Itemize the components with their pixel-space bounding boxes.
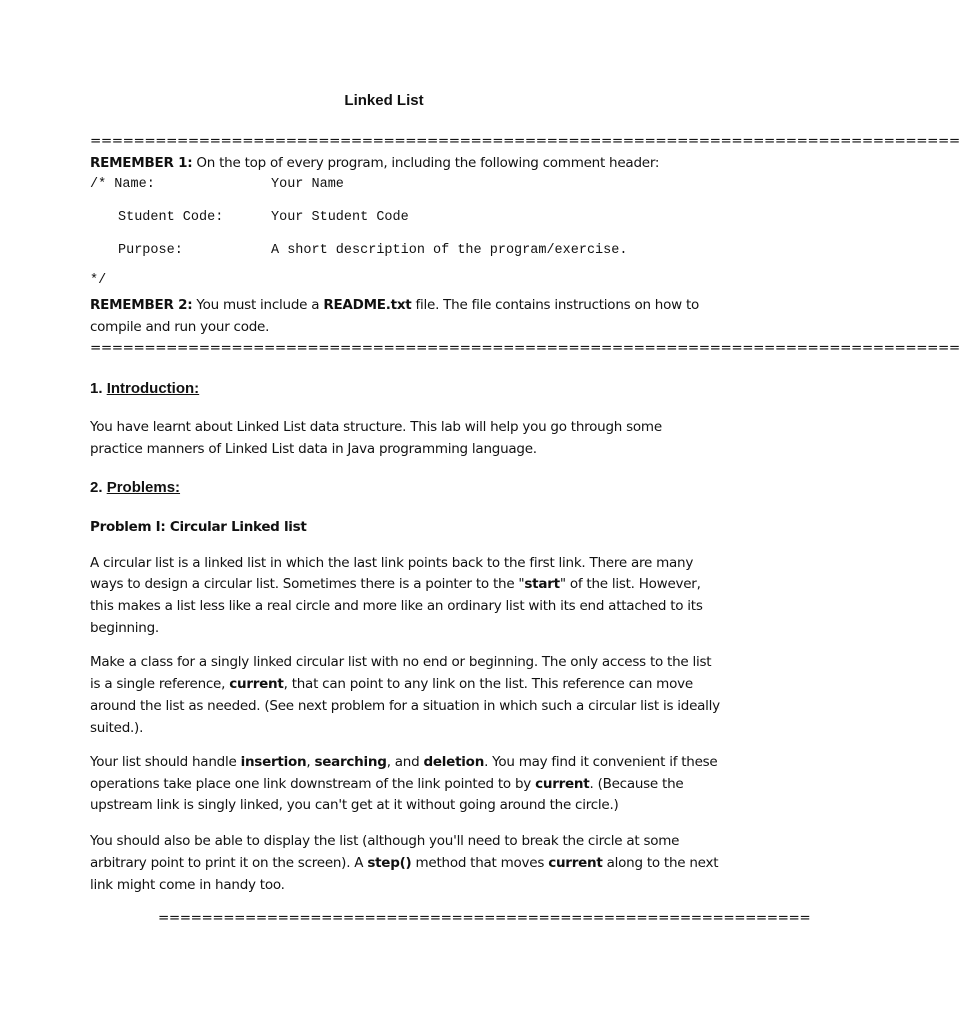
p4-line-3: link might come in handy too. [90,877,285,893]
p3-line-1 [90,754,718,770]
p3-line-1-a: Your list should handle [90,754,241,770]
section-1-title: Introduction: [106,380,200,397]
p4-line-1: You should also be able to display the list (although you'll need to break the circle at some [90,833,680,849]
p4-line-2-a: arbitrary point to print it on the screen). A [90,855,368,871]
step-method: step() [367,855,412,871]
current-keyword-3: current [548,855,603,871]
section-1-heading [90,380,199,397]
p1-line-4: beginning. [90,620,159,636]
remember-2-text-a: You must include a [192,297,324,313]
separator-end: ============================================================ [158,910,811,926]
comment-student-value: Your Student Code [271,210,409,225]
comment-open: /* Name: [90,177,155,192]
readme-file: README.txt [323,297,412,313]
remember-2 [90,297,700,313]
comment-purpose-label: Purpose: [118,243,183,258]
separator-bottom: ================================================================================ [90,340,960,356]
start-keyword: start [524,576,560,592]
p4-line-2-e: along to the next [602,855,719,871]
p3-line-1-c: , [306,754,315,770]
p4-line-2-c: method that moves [411,855,549,871]
current-keyword-2: current [535,776,590,792]
p1-line-2-a: ways to design a circular list. Sometimes there is a pointer to the " [90,576,525,592]
remember-2-text-b: file. The file contains instructions on how to [411,297,700,313]
section-2-title: Problems: [106,479,181,496]
comment-name-value: Your Name [271,177,344,192]
remember-2-label: REMEMBER 2: [90,297,193,313]
page-title: Linked List [344,92,424,109]
section-2-heading [90,479,180,496]
p1-line-3: this makes a list less like a real circle and more like an ordinary list with its end attached to its [90,598,703,614]
remember-1 [90,155,690,171]
p3-line-1-e: , and [386,754,424,770]
searching-keyword: searching [314,754,387,770]
current-keyword: current [229,676,284,692]
intro-line-1: You have learnt about Linked List data structure. This lab will help you go through some [90,419,662,435]
section-2-number: 2. [90,479,107,496]
remember-2-line-2: compile and run your code. [90,319,270,335]
p3-line-2-c: . (Because the [589,776,684,792]
problem-1-title: Problem I: Circular Linked list [90,519,307,535]
p2-line-1: Make a class for a singly linked circular list with no end or beginning. The only access to the list [90,654,712,670]
p3-line-2 [90,776,690,792]
p2-line-4: suited.). [90,720,144,736]
p1-line-2 [90,576,701,592]
comment-purpose-value: A short description of the program/exercise. [271,243,628,258]
p3-line-2-a: operations take place one link downstream of the link pointed to by [90,776,536,792]
remember-1-label: REMEMBER 1: [90,155,193,171]
p2-line-3: around the list as needed. (See next problem for a situation in which such a circular list is ideally [90,698,720,714]
p2-line-2 [90,676,693,692]
intro-line-2: practice manners of Linked List data in Java programming language. [90,441,537,457]
deletion-keyword: deletion [423,754,485,770]
p3-line-3: upstream link is singly linked, you can't get at it without going around the circle.) [90,797,619,813]
p2-line-2-c: , that can point to any link on the list. This reference can move [283,676,693,692]
p4-line-2 [90,855,719,871]
remember-1-text: On the top of every program, including the following comment header: [192,155,660,171]
separator-top: ================================================================================ [90,133,960,149]
section-1-number: 1. [90,380,107,397]
p3-line-1-g: . You may find it convenient if these [484,754,718,770]
comment-student-label: Student Code: [118,210,224,225]
p1-line-1: A circular list is a linked list in which the last link points back to the first link. There are many [90,555,694,571]
p1-line-2-c: " of the list. However, [559,576,701,592]
p2-line-2-a: is a single reference, [90,676,230,692]
comment-close: */ [90,273,107,288]
insertion-keyword: insertion [240,754,307,770]
